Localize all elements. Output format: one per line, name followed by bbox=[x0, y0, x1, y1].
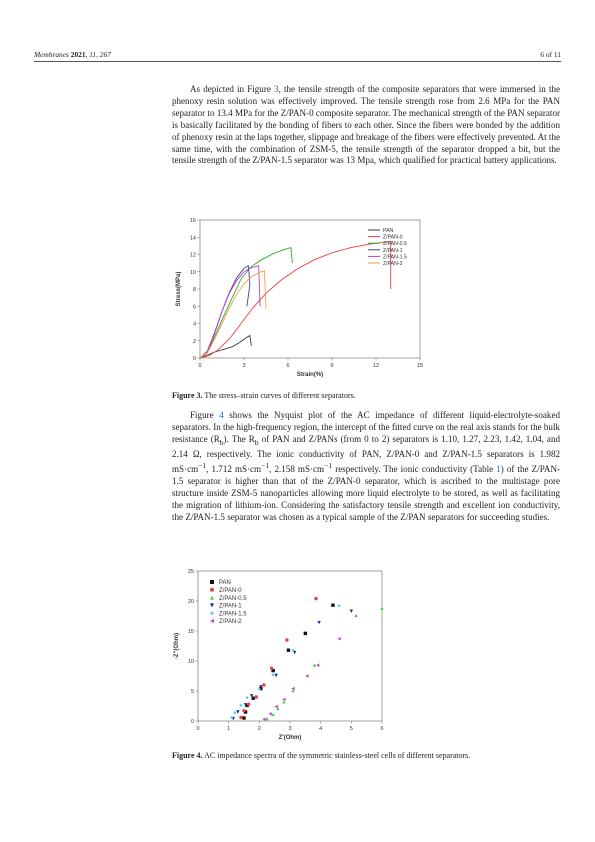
legend-label: Z/PAN-0 bbox=[219, 588, 242, 594]
x-tick-label: 4 bbox=[319, 726, 323, 732]
data-point bbox=[316, 664, 319, 667]
legend-label: Z/PAN-2 bbox=[383, 261, 403, 267]
x-tick-label: 0 bbox=[196, 726, 200, 732]
data-point bbox=[245, 696, 248, 699]
x-axis-label: Z'(Ohm) bbox=[278, 735, 302, 741]
y-tick-label: 10 bbox=[189, 269, 196, 276]
x-tick-label: 6 bbox=[286, 363, 290, 369]
figure-3-label: Figure 3. bbox=[172, 391, 203, 400]
data-point bbox=[337, 604, 340, 607]
data-point bbox=[239, 716, 242, 719]
data-point bbox=[305, 674, 308, 677]
data-point bbox=[317, 621, 320, 624]
data-point bbox=[242, 709, 245, 712]
data-point bbox=[354, 614, 357, 617]
figure-3-link[interactable]: 3 bbox=[274, 84, 279, 94]
data-point bbox=[210, 596, 214, 600]
x-tick-label: 3 bbox=[242, 363, 246, 369]
data-point bbox=[337, 637, 340, 640]
data-point bbox=[268, 712, 271, 715]
x-axis-label: Strain(%) bbox=[296, 372, 324, 378]
data-point bbox=[262, 718, 265, 721]
figure-4-caption: Figure 4. AC impedance spectra of the symmetric stainless-steel cells of different separators. bbox=[172, 751, 471, 760]
article-number: 267 bbox=[99, 50, 111, 59]
data-point bbox=[262, 683, 265, 686]
data-point bbox=[275, 705, 278, 708]
y-tick-label: 6 bbox=[192, 304, 196, 311]
y-axis-label: Stress(MPa) bbox=[176, 271, 182, 307]
figure-4-link[interactable]: 4 bbox=[219, 410, 224, 420]
data-point bbox=[271, 713, 274, 716]
series-line bbox=[200, 266, 250, 358]
data-point bbox=[380, 607, 383, 610]
stress-strain-chart bbox=[172, 212, 442, 382]
data-point bbox=[239, 704, 242, 707]
y-tick-label: 0 bbox=[192, 356, 196, 362]
legend-label: PAN bbox=[219, 580, 231, 587]
x-tick-label: 6 bbox=[380, 726, 384, 732]
legend-label: Z/PAN-0 bbox=[383, 234, 403, 241]
legend-label: Z/PAN-1.5 bbox=[219, 611, 247, 618]
running-header-citation: Membranes 2021, 11, 267 bbox=[34, 50, 111, 59]
data-point bbox=[242, 716, 245, 719]
data-point bbox=[210, 611, 214, 615]
figure-3-caption: Figure 3. The stress–strain curves of different separators. bbox=[172, 391, 356, 400]
data-point bbox=[313, 664, 316, 667]
data-point bbox=[350, 610, 353, 613]
y-axis-label: -Z''(Ohm) bbox=[174, 632, 180, 660]
table-1-link[interactable]: 1 bbox=[496, 464, 501, 475]
y-tick-label: 25 bbox=[187, 569, 194, 575]
x-tick-label: 5 bbox=[349, 726, 353, 732]
series-line bbox=[200, 242, 391, 358]
data-point bbox=[247, 703, 250, 706]
data-point bbox=[287, 649, 290, 652]
data-point bbox=[285, 638, 288, 641]
y-tick-label: 15 bbox=[187, 629, 194, 635]
data-point bbox=[255, 695, 258, 698]
data-point bbox=[270, 667, 273, 670]
legend-label: PAN bbox=[383, 228, 394, 234]
data-point bbox=[236, 710, 239, 713]
y-tick-label: 5 bbox=[190, 689, 194, 695]
data-point bbox=[210, 619, 214, 623]
series-line bbox=[200, 336, 251, 358]
x-tick-label: 12 bbox=[372, 363, 380, 369]
legend-label: Z/PAN-2 bbox=[219, 619, 242, 626]
y-tick-label: 12 bbox=[189, 252, 196, 259]
header-rule bbox=[34, 61, 561, 62]
data-point bbox=[233, 711, 236, 714]
data-point bbox=[252, 697, 255, 700]
x-tick-label: 3 bbox=[288, 726, 292, 732]
journal-year: 2021 bbox=[70, 50, 86, 59]
y-tick-label: 2 bbox=[192, 338, 196, 345]
x-tick-label: 2 bbox=[257, 726, 261, 732]
y-tick-label: 16 bbox=[189, 218, 196, 224]
data-point bbox=[210, 588, 214, 592]
legend-label: Z/PAN-0.5 bbox=[219, 595, 247, 602]
data-point bbox=[331, 604, 334, 607]
data-point bbox=[271, 673, 274, 676]
x-tick-label: 1 bbox=[227, 726, 231, 732]
y-tick-label: 4 bbox=[192, 321, 196, 328]
x-tick-label: 9 bbox=[330, 363, 334, 369]
paragraph-tensile-strength: As depicted in Figure 3, the tensile strength of the composite separators that were immersed in the phenoxy resin solution was effectively improved. The tensile strength rose from 2.6 MPa for the PAN separator to 13.4 MPa for the Z/PAN-0 composite separator. The mechanical strength of the PAN separator is basically facilitated by the bonding of fibers to each other. Since the fibers were bonded by the addition of phenoxy resin at the laps together, slippage and breakage of the fibers were effectively prevented. At the same time, with the combination of ZSM-5, the tensile strength of the separator dropped a bit, but the tensile strength of the Z/PAN-1.5 separator was 13 Mpa, which qualified for practical battery applications. bbox=[172, 84, 560, 166]
nyquist-chart bbox=[172, 565, 412, 745]
data-point bbox=[304, 632, 307, 635]
data-point bbox=[210, 603, 214, 607]
y-tick-label: 14 bbox=[189, 235, 196, 242]
data-point bbox=[210, 580, 214, 584]
y-tick-label: 10 bbox=[187, 659, 194, 665]
x-tick-label: 0 bbox=[198, 363, 202, 369]
y-tick-label: 20 bbox=[187, 599, 194, 605]
data-point bbox=[275, 674, 278, 677]
y-tick-label: 0 bbox=[190, 719, 194, 725]
data-point bbox=[314, 597, 317, 600]
journal-volume: 11 bbox=[89, 50, 97, 59]
paragraph-nyquist: Figure 4 shows the Nyquist plot of the AC impedance of different liquid-electrolyte-soaked separators. In the high-frequency region, the intercept of the fitted curve on the real axis stands for the bulk resistance $(R_b)$. The $R_b$ of PAN and Z/PANs (from 0 to 2) separators is 1.10, 1.27, 2.23, 1.42, 1.04, and 2.14 Ω, respectively. The ionic conductivity of PAN, Z/PAN-0 and Z/PAN-1.5 separators is 1.982 $mS\cdot cm^{-1}$, 1.712 $mS\cdot cm^{-1}$, 2.158 $mS\cdot cm^{-1}$ respectively. The ionic conductivity (Table 1) of the Z/PAN-1.5 separator is higher than that of the Z/PAN-0 separator, which is ascribed to the multistage pore structure inside ZSM-5 nanoparticles allowing more liquid electrolyte to be stored, as well as facilitating the migration of lithium-ion. Considering the satisfactory tensile strength and excellent ion conductivity, the Z/PAN-1.5 separator was chosen as a typical sample of the Z/PAN separators for succeeding studies. bbox=[172, 410, 560, 523]
x-tick-label: 15 bbox=[416, 363, 424, 369]
y-tick-label: 8 bbox=[192, 287, 196, 293]
figure-4-label: Figure 4. bbox=[172, 751, 203, 760]
journal-name: Membranes bbox=[34, 50, 69, 59]
legend-label: Z/PAN-1 bbox=[219, 603, 242, 610]
page-number: 6 of 11 bbox=[540, 50, 561, 59]
legend-label: Z/PAN-1.5 bbox=[383, 254, 407, 261]
data-point bbox=[265, 717, 268, 720]
legend-label: Z/PAN-0.5 bbox=[383, 241, 407, 248]
legend-label: Z/PAN-1 bbox=[383, 247, 403, 254]
